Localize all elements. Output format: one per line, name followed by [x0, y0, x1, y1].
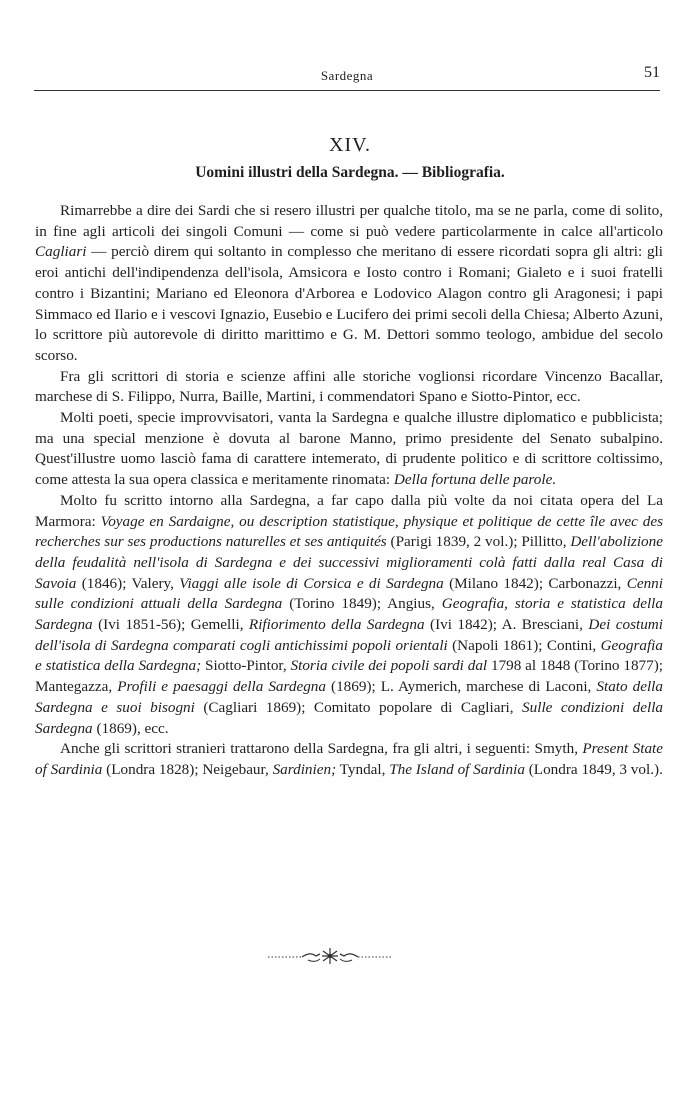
text-run: (Cagliari 1869); Comitato popolare di Cagliari,: [194, 698, 523, 716]
text-run: Tyndal,: [336, 760, 390, 778]
text-run: Rimarrebbe a dire dei Sardi che si resero illustri per qualche titolo, ma se ne parla, come di solito, in fine agli articoli dei singoli Comuni — come si può vedere particolarmente in calce all'articolo: [35, 202, 663, 240]
italic-title: Cagliari: [35, 243, 87, 261]
italic-title: Della fortuna delle parole.: [393, 471, 557, 489]
chapter-title: Uomini illustri della Sardegna. — Bibliografia.: [195, 164, 505, 181]
text-run: (1846); Valery,: [76, 574, 180, 592]
italic-title: Geografia, storia e statistica della Sardegna: [35, 595, 663, 634]
italic-title: Dell'abolizione della feudalità nell'isola di Sardegna e dei successivi miglioramenti colà fatti dalla real Casa di Savoia: [35, 533, 663, 592]
paragraph: [35, 739, 663, 780]
body-text: [35, 201, 663, 781]
italic-title: Sardinien;: [272, 760, 337, 778]
italic-title: Profili e paesaggi della Sardegna: [117, 678, 326, 696]
running-title: Sardegna: [320, 68, 374, 83]
italic-title: Present State of Sardinia: [35, 740, 664, 778]
paragraph: [35, 491, 663, 739]
italic-title: Rifiorimento della Sardegna: [248, 616, 425, 634]
page-number: 51: [644, 64, 660, 81]
text-run: Siotto-Pintor,: [201, 657, 291, 675]
text-run: (Londra 1828); Neigebaur,: [102, 760, 273, 778]
text-run: (Napoli 1861); Contini,: [447, 636, 601, 654]
text-run: Anche gli scrittori stranieri trattarono della Sardegna, fra gli altri, i seguenti: Smyth,: [60, 740, 583, 758]
text-run: — perciò direm qui soltanto in complesso che meritano di essere ricordati sopra gli altri: gli eroi antichi dell'indipendenza dell'isola, Amsicora e Iosto contro i Romani; Gialeto e i suoi fratelli contro i Bizantini; Mariano ed Eleonora d'Arborea e Lodovico Alagon contro gli Aragonesi; i papi Simmaco ed Ilario e i vescovi Ignazio, Eusebio e Lucifero dei primi secoli della Chiesa; Alberto Azuni, lo scrittore più autorevole di diritto marittimo e G. M. Dettori sommo teologo, ambidue del secolo scorso.: [35, 243, 663, 364]
italic-title: Viaggi alle isole di Corsica e di Sardegna: [179, 574, 444, 592]
text-run: Molto fu scritto intorno alla Sardegna, a far capo dalla più volte da noi citata opera del La Marmora:: [35, 491, 663, 530]
running-header: [34, 64, 660, 91]
text-run: Molti poeti, specie improvvisatori, vanta la Sardegna e qualche illustre diplomatico e pubblicista; ma una special menzione è dovuta al barone Manno, primo presidente del Senato subalpino. Quest'illustre uomo lasciò fama di carattere intemerato, di prudente politico e di scrittore coltissimo, come attesta la sua opera classica e meritamente rinomata:: [35, 409, 663, 489]
floral-divider-icon: [268, 944, 392, 968]
italic-title: Storia civile dei popoli sardi dal: [290, 657, 488, 675]
italic-title: The Island of Sardinia: [389, 760, 525, 778]
paragraph: [35, 408, 663, 491]
italic-title: Sulle condizioni della Sardegna: [35, 698, 664, 737]
text-run: (Milano 1842); Carbonazzi,: [443, 574, 627, 592]
text-run: 1798 al 1848 (Torino 1877); Mantegazza,: [35, 657, 664, 696]
chapter-number: XIV.: [329, 134, 371, 156]
italic-title: Geografia e statistica della Sardegna;: [35, 636, 663, 675]
text-run: (Ivi 1851-56); Gemelli,: [92, 616, 249, 634]
text-run: (Ivi 1842); A. Bresciani,: [424, 616, 589, 634]
italic-title: Dei costumi dell'isola di Sardegna comparati cogli antichissimi popoli orientali: [35, 616, 663, 654]
italic-title: Voyage en Sardaigne, ou description statistique, physique et politique de cette île avec des recherches sur ses productions naturelles et ses antiquités: [35, 512, 663, 551]
paragraph: [35, 201, 663, 367]
text-run: (Londra 1849, 3 vol.).: [524, 760, 663, 778]
text-run: (Parigi 1839, 2 vol.); Pillitto,: [386, 533, 571, 551]
text-run: (1869), ecc.: [92, 719, 169, 737]
text-run: (Torino 1849); Angius,: [282, 595, 442, 613]
paragraph: [35, 367, 663, 408]
text-run: (1869); L. Aymerich, marchese di Laconi,: [326, 678, 597, 696]
italic-title: Cenni sulle condizioni attuali della Sardegna: [35, 574, 663, 613]
italic-title: Stato della Sardegna e suoi bisogni: [35, 678, 663, 716]
text-run: Fra gli scrittori di storia e scienze affini alle storiche voglionsi ricordare Vincenzo Bacallar, marchese di S. Filippo, Nurra, Baille, Martini, i commendatori Spano e Siotto-Pintor, ecc.: [35, 367, 663, 406]
